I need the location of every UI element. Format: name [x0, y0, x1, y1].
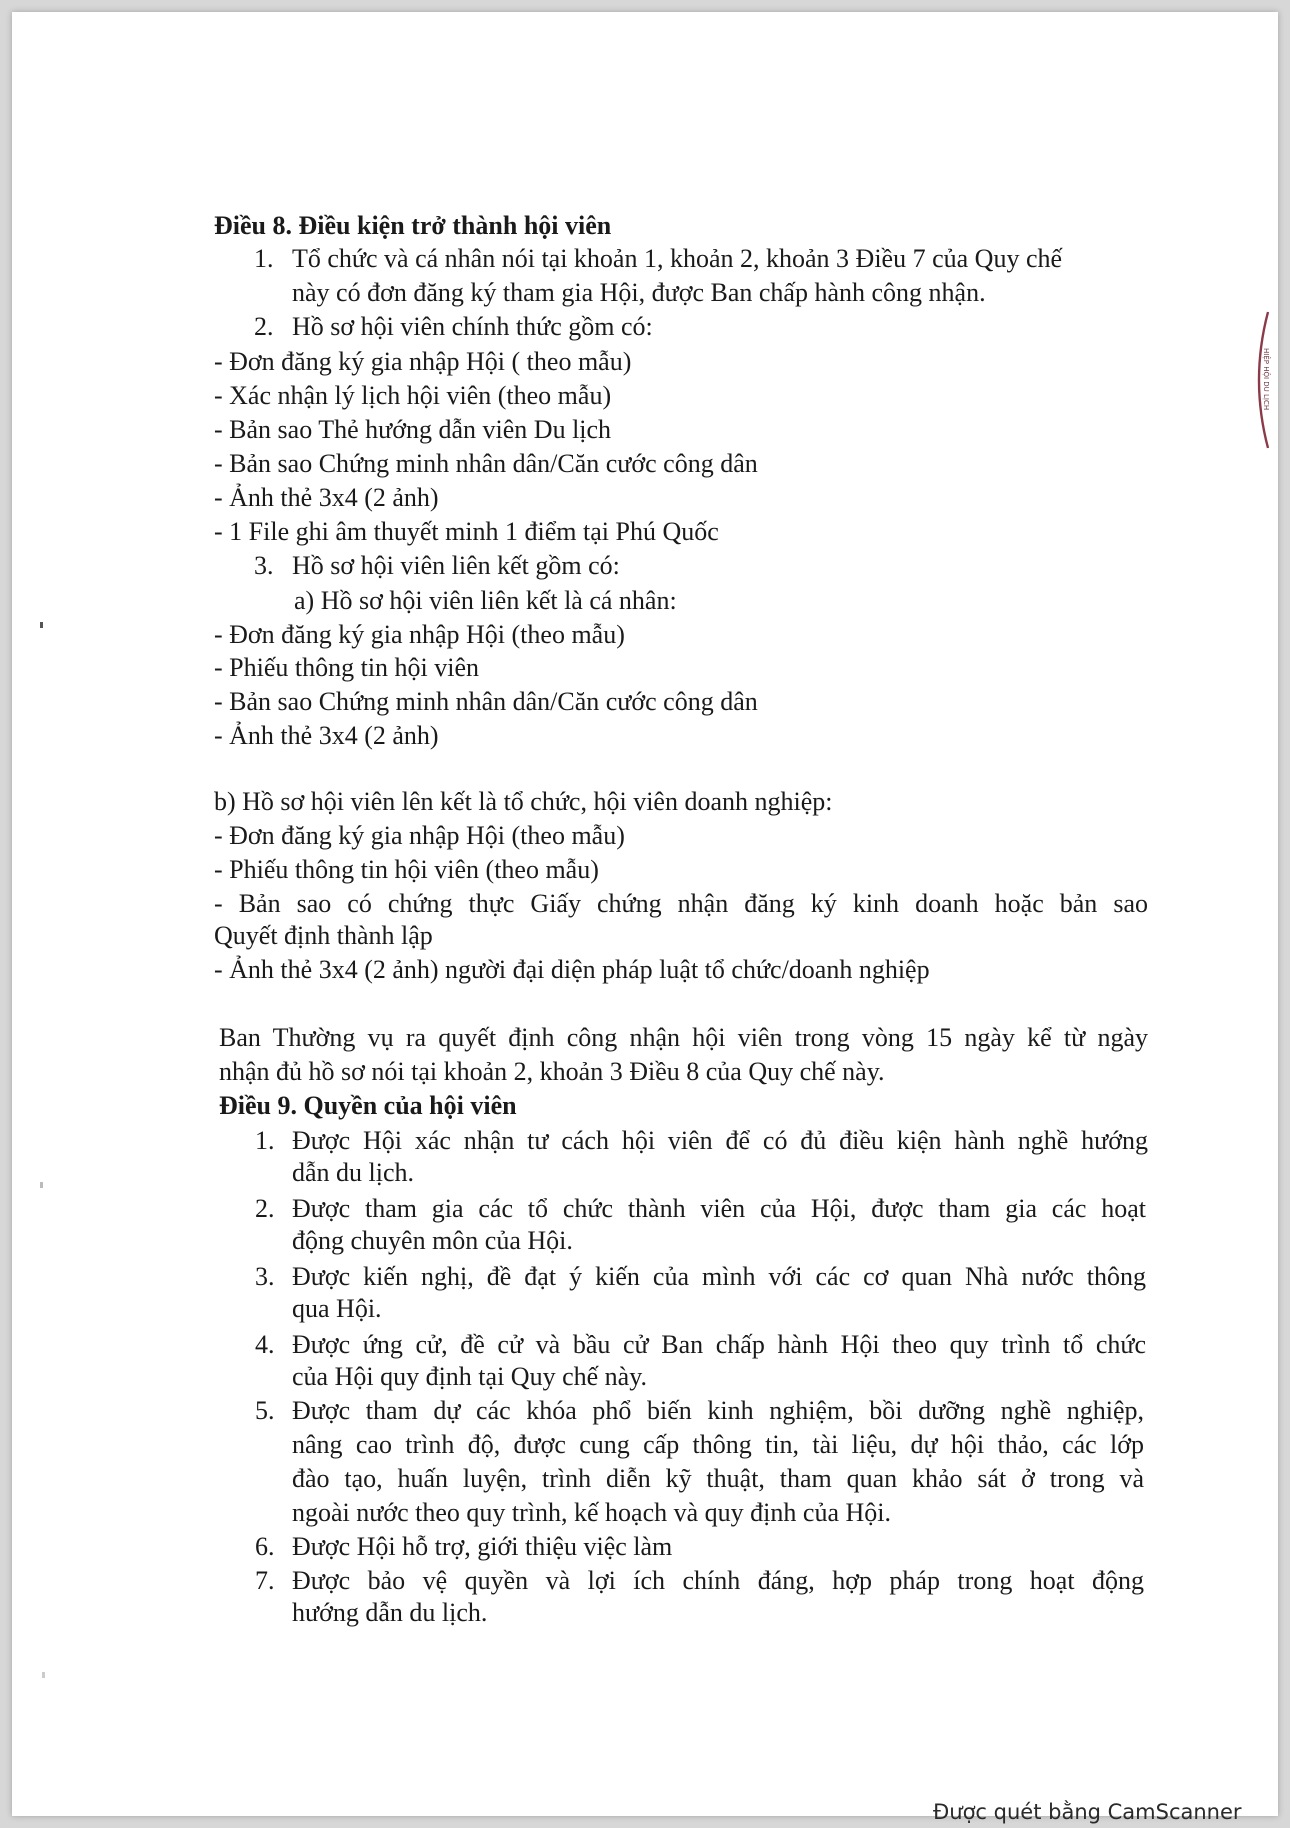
- rights-item-3-line-1: Được kiến nghị, đề đạt ý kiến của mình với các cơ quan Nhà nước thông: [292, 1262, 1146, 1291]
- article-8-item-2-text: Hồ sơ hội viên chính thức gồm có:: [292, 312, 653, 341]
- associate-organization-doc-1: - Đơn đăng ký gia nhập Hội (theo mẫu): [214, 821, 625, 850]
- scan-speck: [40, 622, 43, 628]
- associate-organization-doc-2: - Phiếu thông tin hội viên (theo mẫu): [214, 855, 599, 884]
- article-8-item-1-line-2: này có đơn đăng ký tham gia Hội, được Ban chấp hành công nhận.: [292, 278, 986, 307]
- official-doc-3: - Bản sao Thẻ hướng dẫn viên Du lịch: [214, 415, 612, 444]
- rights-item-6-line-1: Được Hội hỗ trợ, giới thiệu việc làm: [292, 1532, 673, 1561]
- rights-item-5-line-3: đào tạo, huấn luyện, trình diễn kỹ thuật, tham quan khảo sát ở trong và: [292, 1464, 1144, 1493]
- associate-organization-doc-3-line-1: - Bản sao có chứng thực Giấy chứng nhận đăng ký kinh doanh hoặc bản sao: [214, 889, 1148, 918]
- official-doc-1: - Đơn đăng ký gia nhập Hội ( theo mẫu): [214, 347, 632, 376]
- rights-item-2-line-2: động chuyên môn của Hội.: [292, 1226, 573, 1255]
- rights-item-1-number: 1.: [255, 1126, 275, 1155]
- rights-item-3-line-2: qua Hội.: [292, 1294, 382, 1323]
- official-doc-4: - Bản sao Chứng minh nhân dân/Căn cước công dân: [214, 449, 758, 478]
- rights-item-4-line-2: của Hội quy định tại Quy chế này.: [292, 1362, 647, 1391]
- associate-organization-subheading: b) Hồ sơ hội viên lên kết là tổ chức, hội viên doanh nghiệp:: [214, 787, 833, 816]
- rights-item-2-number: 2.: [255, 1194, 275, 1223]
- document-body: [12, 12, 1278, 1816]
- associate-organization-doc-4: - Ảnh thẻ 3x4 (2 ảnh) người đại diện pháp luật tổ chức/doanh nghiệp: [214, 955, 930, 984]
- camscanner-watermark: Được quét bằng CamScanner: [933, 1800, 1242, 1824]
- associate-individual-subheading: a) Hồ sơ hội viên liên kết là cá nhân:: [294, 586, 677, 615]
- recognition-paragraph-line-2: nhận đủ hồ sơ nói tại khoản 2, khoản 3 Điều 8 của Quy chế này.: [219, 1057, 885, 1086]
- rights-item-5-line-2: nâng cao trình độ, được cung cấp thông tin, tài liệu, dự hội thảo, các lớp: [292, 1430, 1144, 1459]
- article-8-heading: Điều 8. Điều kiện trở thành hội viên: [214, 211, 612, 240]
- associate-individual-doc-1: - Đơn đăng ký gia nhập Hội (theo mẫu): [214, 620, 625, 649]
- associate-individual-doc-4: - Ảnh thẻ 3x4 (2 ảnh): [214, 721, 439, 750]
- recognition-paragraph-line-1: Ban Thường vụ ra quyết định công nhận hội viên trong vòng 15 ngày kể từ ngày: [219, 1023, 1148, 1052]
- rights-item-4-number: 4.: [255, 1330, 275, 1359]
- rights-item-6-number: 6.: [255, 1532, 275, 1561]
- article-8-item-3-number: 3.: [254, 551, 274, 580]
- associate-organization-doc-3-line-2: Quyết định thành lập: [214, 921, 433, 950]
- official-doc-5: - Ảnh thẻ 3x4 (2 ảnh): [214, 483, 439, 512]
- official-doc-2: - Xác nhận lý lịch hội viên (theo mẫu): [214, 381, 612, 410]
- rights-item-5-line-4: ngoài nước theo quy trình, kế hoạch và quy định của Hội.: [292, 1498, 891, 1527]
- scan-speck: [40, 1182, 43, 1188]
- official-doc-6: - 1 File ghi âm thuyết minh 1 điểm tại Phú Quốc: [214, 517, 719, 546]
- article-8-item-2-number: 2.: [254, 312, 274, 341]
- article-8-item-3-text: Hồ sơ hội viên liên kết gồm có:: [292, 551, 620, 580]
- article-8-item-1-line-1: Tổ chức và cá nhân nói tại khoản 1, khoản 2, khoản 3 Điều 7 của Quy chế: [292, 244, 1063, 273]
- margin-seal-stamp: [1242, 310, 1272, 450]
- associate-individual-doc-2: - Phiếu thông tin hội viên: [214, 653, 480, 682]
- rights-item-5-line-1: Được tham dự các khóa phổ biến kinh nghiệm, bồi dưỡng nghề nghiệp,: [292, 1396, 1144, 1425]
- rights-item-1-line-1: Được Hội xác nhận tư cách hội viên để có đủ điều kiện hành nghề hướng: [292, 1126, 1148, 1155]
- article-9-heading: Điều 9. Quyền của hội viên: [219, 1091, 517, 1120]
- rights-item-1-line-2: dẫn du lịch.: [292, 1158, 415, 1187]
- associate-individual-doc-3: - Bản sao Chứng minh nhân dân/Căn cước công dân: [214, 687, 758, 716]
- seal-text: HIỆP HỘI DU LỊCH: [1262, 348, 1270, 411]
- rights-item-7-number: 7.: [255, 1566, 275, 1595]
- rights-item-4-line-1: Được ứng cử, đề cử và bầu cử Ban chấp hành Hội theo quy trình tổ chức: [292, 1330, 1146, 1359]
- rights-item-5-number: 5.: [255, 1396, 275, 1425]
- rights-item-3-number: 3.: [255, 1262, 275, 1291]
- scanned-page: [12, 12, 1278, 1816]
- rights-item-7-line-2: hướng dẫn du lịch.: [292, 1598, 488, 1627]
- rights-item-2-line-1: Được tham gia các tổ chức thành viên của Hội, được tham gia các hoạt: [292, 1194, 1146, 1223]
- rights-item-7-line-1: Được bảo vệ quyền và lợi ích chính đáng, hợp pháp trong hoạt động: [292, 1566, 1144, 1595]
- article-8-item-1-number: 1.: [254, 244, 274, 273]
- scan-speck: [42, 1672, 45, 1678]
